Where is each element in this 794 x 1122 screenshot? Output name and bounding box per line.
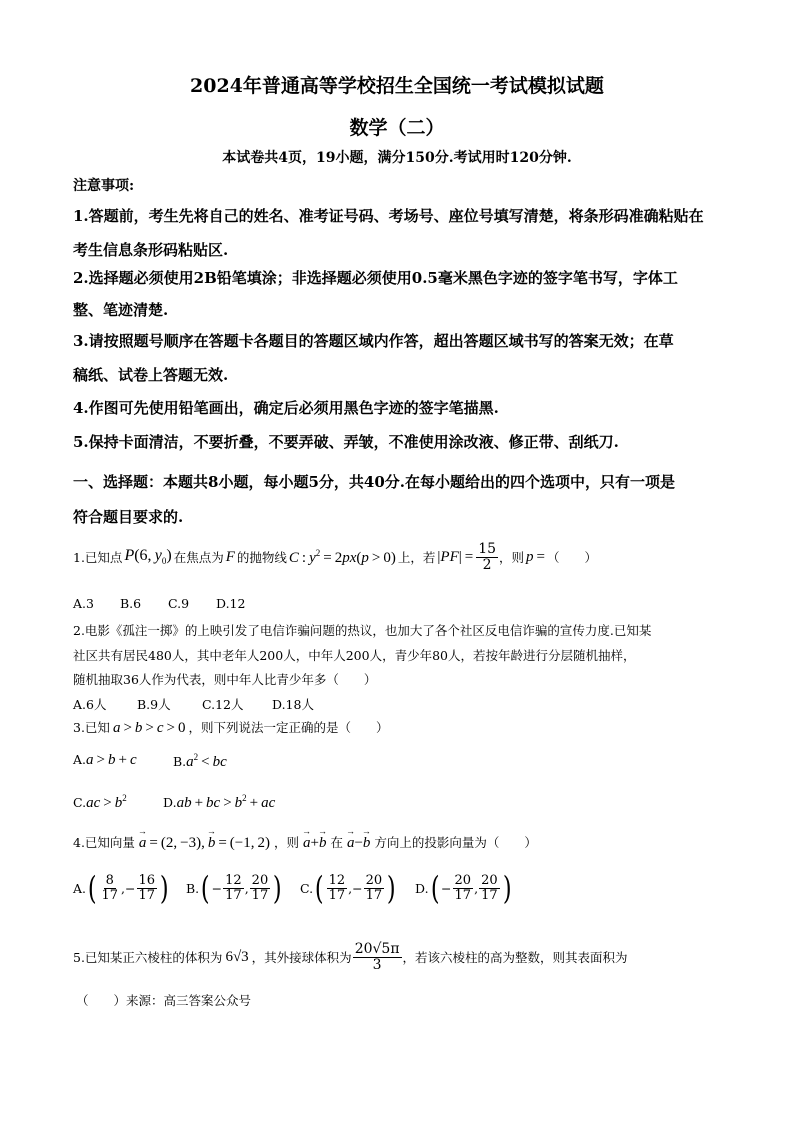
exam-subtitle: 数学（二） — [349, 117, 445, 139]
q2-line-2: 社区共有居民480人，其中老年人200人，中年人200人，青少年80人，若按年龄进行分层随机抽样， — [73, 648, 636, 663]
q2-line-1: 2.电影《孤注一掷》的上映引发了电信诈骗问题的热议，也加大了各个社区反电信诈骗的宣传力度.已知某 — [73, 623, 652, 638]
q2-option-b: B.9人 — [137, 697, 171, 712]
q2-option-d: D.18人 — [272, 697, 314, 712]
notice-line-4: 整、笔迹清楚. — [73, 301, 169, 319]
question-3: 3.已知 a > b > c > 0 ，则下列说法一定正确的是（ ） — [73, 720, 389, 736]
section-heading-line-1: 一、选择题：本题共8小题，每小题5分，共40分.在每小题给出的四个选项中，只有一项是 — [73, 473, 675, 491]
question-4: 4.已知向量 → a = (2, −3), → b = (−1, 2) ，则 → a+→ b 在 → a−→ b 方向上的投影向量为（ ） — [73, 833, 537, 852]
q3-option-b: $B.a^2$ < bc — [173, 752, 227, 770]
exam-title: 2024年普通高等学校招生全国统一考试模拟试题 — [190, 75, 604, 97]
notice-heading: 注意事项: — [73, 178, 135, 194]
exam-info: 本试卷共4页，19小题，满分150分.考试用时120分钟. — [222, 150, 572, 166]
q4-option-a: A. ( $\frac{8}{17}$ ,− $\frac{16}{17}$ ) — [73, 869, 169, 907]
question-5: 5.已知某正六棱柱的体积为 6√3 ，其外接球体积为 $\frac{20√5\pi}{3}$ ，若该六棱柱的高为整数，则其表面积为 — [73, 940, 628, 973]
notice-line-2: 考生信息条形码粘贴区. — [73, 241, 229, 259]
q2-option-c: C.12人 — [202, 697, 244, 712]
q1-option-c: C.9 — [168, 596, 190, 611]
q3-option-a: A.a > b + c — [73, 752, 137, 768]
q1-option-a: A.3 — [73, 596, 94, 611]
notice-line-1: 1.答题前，考生先将自己的姓名、准考证号码、考场号、座位号填写清楚，将条形码准确粘贴在 — [73, 207, 704, 225]
notice-line-6: 稿纸、试卷上答题无效. — [73, 366, 229, 384]
q2-line-3: 随机抽取36人作为代表，则中年人比青少年多（ ） — [73, 672, 377, 687]
question-1: 1.已知点 P(6, $y_0$) 在焦点为 F 的抛物线 C : $y^2 = 2px(p > 0)$ 上，若 |PF| = $\frac{15}{2}$ ，则 p = （ ） — [73, 540, 598, 573]
notice-line-5: 3.请按照题号顺序在答题卡各题目的答题区域内作答，超出答题区域书写的答案无效；在草 — [73, 332, 674, 350]
notice-line-7: 4.作图可先使用铅笔画出，确定后必须用黑色字迹的签字笔描黑. — [73, 399, 499, 417]
q4-option-c: C. ( $\frac{12}{17}$ ,− $\frac{20}{17}$ ) — [300, 869, 396, 907]
q3-option-d: D.ab + bc > $b^2$ + ac — [163, 793, 276, 811]
q2-option-a: A.6人 — [73, 697, 107, 712]
notice-line-8: 5.保持卡面清洁，不要折叠，不要弄破、弄皱，不准使用涂改液、修正带、刮纸刀. — [73, 433, 619, 451]
q1-option-d: D.12 — [216, 596, 246, 611]
q5-line-2: （ ）来源：高三答案公众号 — [76, 993, 252, 1008]
q4-option-b: B. ( − $\frac{12}{17}$ , $\frac{20}{17}$ ) — [186, 869, 282, 907]
q1-option-b: B.6 — [120, 596, 142, 611]
section-heading-line-2: 符合题目要求的. — [73, 508, 184, 526]
notice-line-3: 2.选择题必须使用2B铅笔填涂；非选择题必须使用0.5毫米黑色字迹的签字笔书写，字体工 — [73, 269, 678, 287]
q4-option-d: D. ( − $\frac{20}{17}$ , $\frac{20}{17}$ ) — [415, 869, 512, 907]
q3-option-c: $C.ac > b^2$ — [73, 793, 127, 811]
